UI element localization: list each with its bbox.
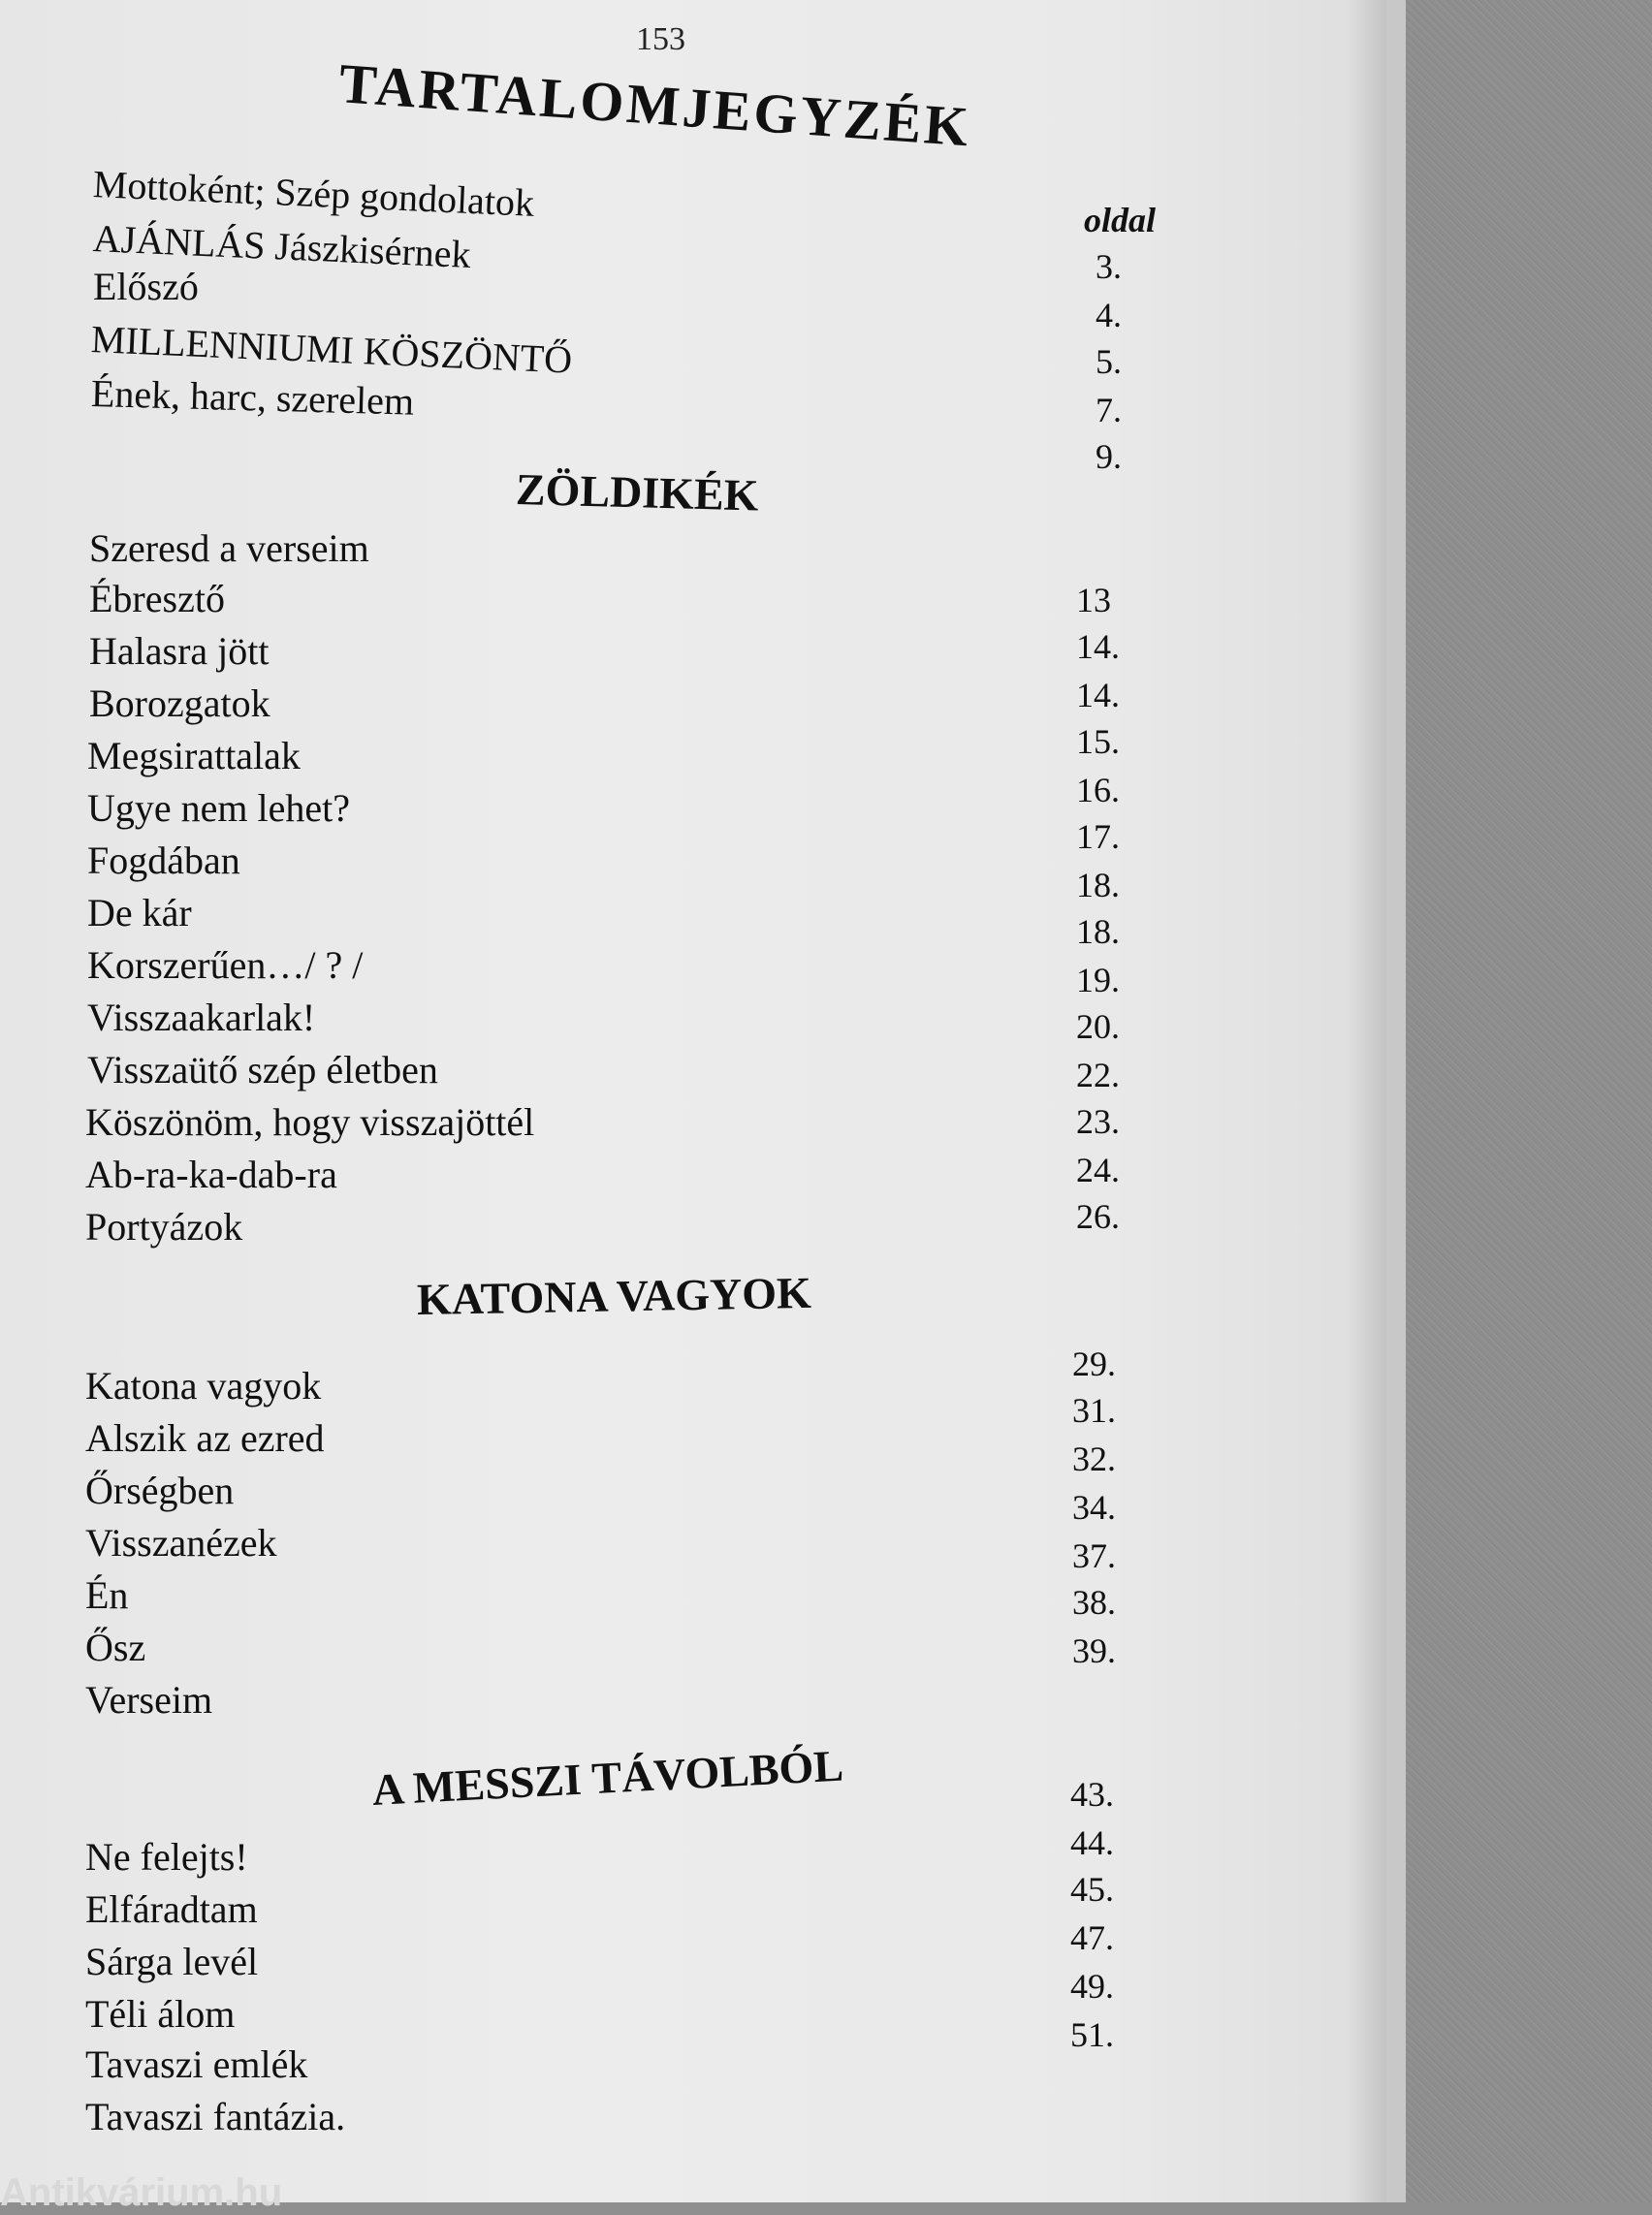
toc-entry: Katona vagyok <box>85 1364 322 1408</box>
toc-page-number: 15. <box>1076 722 1120 761</box>
page-number: 153 <box>636 21 685 57</box>
toc-entry: Korszerűen…/ ? / <box>87 943 364 987</box>
toc-entry: Ének, harc, szerelem <box>90 371 415 424</box>
toc-page-number: 4. <box>1096 296 1122 334</box>
toc-entry: Megsirattalak <box>87 734 301 777</box>
toc-entry: Halasra jött <box>89 629 270 673</box>
toc-page-number: 20. <box>1076 1007 1120 1046</box>
toc-page-number: 18. <box>1076 912 1120 951</box>
toc-entry: Mottoként; Szép gondolatok <box>92 162 536 225</box>
toc-page-number: 37. <box>1072 1536 1116 1575</box>
toc-entry: Én <box>85 1573 129 1617</box>
toc-entry: AJÁNLÁS Jászkisérnek <box>92 216 472 276</box>
toc-page-number: 9. <box>1096 437 1122 476</box>
background-surface <box>1406 0 1652 2202</box>
toc-entry: Portyázok <box>85 1205 243 1249</box>
toc-entry: Borozgatok <box>89 681 270 725</box>
toc-page-number: 16. <box>1076 771 1120 809</box>
toc-page-number: 49. <box>1070 1967 1114 2006</box>
toc-entry: Sárga levél <box>85 1940 259 1983</box>
toc-page-number: 47. <box>1070 1918 1114 1957</box>
toc-page-number: 43. <box>1070 1775 1114 1814</box>
toc-entry: Ősz <box>85 1626 146 1669</box>
toc-entry: Köszönöm, hogy visszajöttél <box>85 1100 535 1144</box>
toc-page-number: 39. <box>1072 1631 1116 1670</box>
toc-page-number: 19. <box>1076 961 1120 999</box>
toc-page-number: 26. <box>1076 1197 1120 1236</box>
page-column-header: oldal <box>1084 201 1157 239</box>
toc-entry: Őrségben <box>85 1469 235 1512</box>
toc-entry: Ugye nem lehet? <box>87 786 350 830</box>
toc-entry: Visszanézek <box>85 1521 277 1565</box>
toc-entry: De kár <box>87 891 192 934</box>
toc-entry: MILLENNIUMI KÖSZÖNTŐ <box>90 317 574 382</box>
page-title: TARTALOMJEGYZÉK <box>336 51 973 159</box>
page-gutter-shadow <box>1348 0 1386 2202</box>
toc-entry: Ab-ra-ka-dab-ra <box>85 1153 337 1196</box>
section-title: ZÖLDIKÉK <box>515 464 760 521</box>
toc-page-number: 31. <box>1072 1391 1116 1430</box>
toc-page-number: 17. <box>1076 817 1120 856</box>
toc-entry: Tavaszi emlék <box>85 2042 308 2086</box>
toc-page-number: 5. <box>1096 342 1122 381</box>
toc-page-number: 44. <box>1070 1823 1114 1862</box>
toc-page-number: 14. <box>1076 627 1120 666</box>
toc-entry: Fogdában <box>87 839 240 882</box>
toc-page-number: 24. <box>1076 1151 1120 1189</box>
toc-page-number: 18. <box>1076 866 1120 904</box>
toc-entry: Elfáradtam <box>85 1887 258 1931</box>
toc-entry: Ébresztő <box>89 577 225 620</box>
toc-page-number: 22. <box>1076 1056 1120 1094</box>
toc-page-number: 7. <box>1096 391 1122 429</box>
toc-entry: Visszaakarlak! <box>87 996 316 1039</box>
toc-entry: Ne felejts! <box>85 1835 248 1879</box>
toc-page-number: 29. <box>1072 1345 1116 1383</box>
page-edge <box>1386 0 1406 2202</box>
toc-page-number: 51. <box>1070 2015 1114 2054</box>
toc-entry: Előszó <box>93 265 199 308</box>
section-title: A MESSZI TÁVOLBÓL <box>370 1740 845 1815</box>
toc-page-number: 13 <box>1076 581 1111 619</box>
toc-page-number: 34. <box>1072 1488 1116 1527</box>
toc-entry: Szeresd a verseim <box>89 526 369 570</box>
toc-page-number: 45. <box>1070 1870 1114 1909</box>
toc-page-number: 38. <box>1072 1583 1116 1622</box>
toc-page-number: 23. <box>1076 1102 1120 1141</box>
toc-entry: Verseim <box>85 1678 213 1722</box>
section-title: KATONA VAGYOK <box>416 1267 812 1324</box>
toc-entry: Visszaütő szép életben <box>87 1048 438 1092</box>
toc-entry: Téli álom <box>85 1992 236 2036</box>
toc-page-number: 3. <box>1096 247 1122 286</box>
toc-page-number: 14. <box>1076 676 1120 714</box>
toc-entry: Alszik az ezred <box>85 1416 325 1460</box>
watermark: Antikvárium.hu <box>0 2171 283 2214</box>
toc-page-number: 32. <box>1072 1440 1116 1478</box>
toc-entry: Tavaszi fantázia. <box>85 2095 346 2138</box>
